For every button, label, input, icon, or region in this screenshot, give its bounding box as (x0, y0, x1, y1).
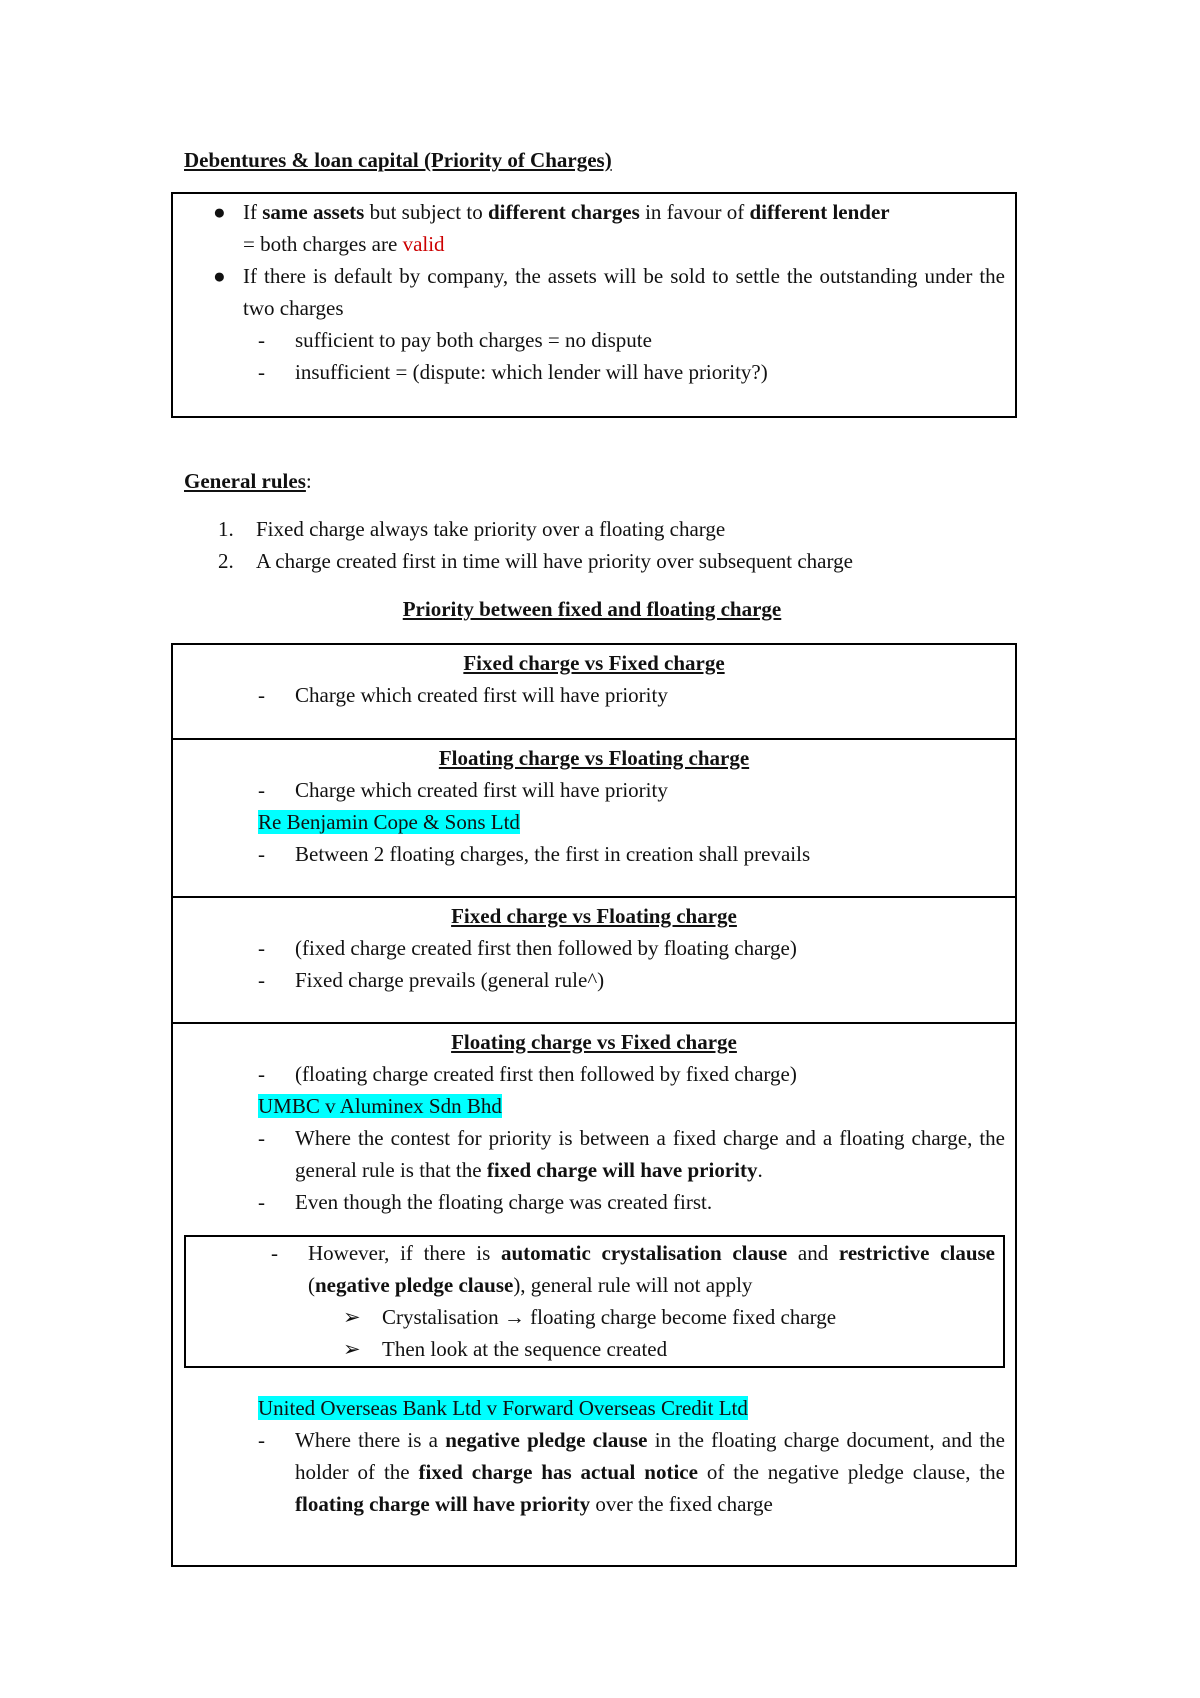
cell-point: - (fixed charge created first then followed by floating charge) (173, 932, 1015, 964)
dash-icon: - (258, 842, 265, 866)
valid-text: valid (402, 232, 445, 256)
cell-point: - (floating charge created first then followed by fixed charge) (173, 1058, 1015, 1090)
cell-floating-vs-fixed (173, 1024, 1015, 1565)
inner-exception-box (184, 1235, 1005, 1368)
document-title: Debentures & loan capital (Priority of Charges) (184, 148, 612, 172)
exception-point: - However, if there is automatic crystalisation clause and restrictive clause (negative pledge clause), general rule will not apply (186, 1237, 1003, 1301)
exception-arrow-1: ➢ Crystalisation → floating charge become fixed charge (186, 1301, 1003, 1333)
cell-title: Fixed charge vs Fixed charge (463, 651, 725, 675)
document-page: Debentures & loan capital (Priority of Charges) ● If same assets but subject to different charges in favour of different lender = both charges are valid ● If there is default by company, the assets will be sold to settle the outstanding under the two charges - sufficient to pay both charges = no dispute - insufficient = (dispute: which lender will have priority?) General rules: 1. Fixed charge always take priority over a floating charge 2. A charge created first in time will have priority over subsequent charge Priority between fixed and floating charge Fixed charge vs Fixed charge - Charge which created first will have priority Floating charge vs Floating charge - Charge which created first will have priority Re Benjamin Cope & Sons Ltd - Between 2 floating charges, the first in creation shall prevails Fixed charge vs Floating charge - (fixed charge created first then followed by floating charge) - Fixed charge prevails (general rule^) Floating charge vs Fixed charge - (floating charge created first then followed by fixed charge) UMBC v Aluminex Sdn Bhd - Where the contest for priority is between a fixed charge and a floating charge, the general rule is that the fixed charge will have priority. - Even though the floating charge was created first. - However, if there is automatic crystalisation clause and restrictive clause (negative pledge clause), general rule will not apply ➢ Crystalisation → floating charge become fixed charge ➢ Then look at the sequence created United Overseas Bank Ltd v Forward Overseas Credit Ltd - Where there is a negative pledge clause in the floating charge document, and the holder of the fixed charge has actual notice of the negative pledge clause, the floating charge will have priority over the fixed charge (0, 0, 1200, 1698)
intro-bullet-1-result: = both charges are valid (243, 232, 445, 256)
priority-table (171, 643, 1017, 1567)
cell-point: - Charge which created first will have priority (173, 774, 1015, 806)
case-name: Re Benjamin Cope & Sons Ltd (258, 810, 520, 834)
cell-point: - Between 2 floating charges, the first in creation shall prevails (173, 838, 1015, 870)
general-rules-heading: General rules: (184, 469, 312, 493)
intro-bullet-2: ● If there is default by company, the assets will be sold to settle the outstanding under the two charges (173, 260, 1015, 324)
intro-sub-2: - insufficient = (dispute: which lender will have priority?) (173, 356, 1015, 388)
case-name: UMBC v Aluminex Sdn Bhd (258, 1094, 502, 1118)
dash-icon: - (258, 1428, 265, 1452)
dash-icon: - (258, 778, 265, 802)
dash-icon: - (258, 360, 265, 384)
cell-point: - Charge which created first will have priority (173, 679, 1015, 711)
cell-title: Floating charge vs Fixed charge (451, 1030, 737, 1054)
dash-icon: - (258, 683, 265, 707)
exception-arrow-2: ➢ Then look at the sequence created (186, 1333, 1003, 1365)
cell-fixed-vs-floating (173, 898, 1015, 1024)
dash-icon: - (258, 1126, 265, 1150)
intro-box (171, 192, 1017, 418)
dash-icon: - (271, 1241, 278, 1265)
cell-point: - Where there is a negative pledge clause in the floating charge document, and the holder of the fixed charge has actual notice of the negative pledge clause, the floating charge will have priority over the fixed charge (173, 1424, 1015, 1520)
dash-icon: - (258, 328, 265, 352)
priority-heading: Priority between fixed and floating charge (402, 597, 782, 621)
intro-bullet-1: ● If same assets but subject to different charges in favour of different lender (173, 196, 1015, 228)
arrow-icon: ➢ (343, 1337, 361, 1361)
case-name: United Overseas Bank Ltd v Forward Overseas Credit Ltd (258, 1396, 748, 1420)
bullet-icon: ● (213, 200, 226, 224)
dash-icon: - (258, 968, 265, 992)
bullet-icon: ● (213, 264, 226, 288)
arrow-icon: ➢ (343, 1305, 361, 1329)
cell-point: - Even though the floating charge was created first. (173, 1186, 1015, 1218)
dash-icon: - (258, 1062, 265, 1086)
cell-fixed-vs-fixed (173, 645, 1015, 740)
cell-title: Floating charge vs Floating charge (438, 746, 750, 770)
cell-point: - Where the contest for priority is between a fixed charge and a floating charge, the general rule is that the fixed charge will have priority. (173, 1122, 1015, 1186)
cell-floating-vs-floating (173, 740, 1015, 898)
cell-title: Fixed charge vs Floating charge (451, 904, 737, 928)
intro-sub-1: - sufficient to pay both charges = no dispute (173, 324, 1015, 356)
dash-icon: - (258, 936, 265, 960)
dash-icon: - (258, 1190, 265, 1214)
cell-point: - Fixed charge prevails (general rule^) (173, 964, 1015, 996)
